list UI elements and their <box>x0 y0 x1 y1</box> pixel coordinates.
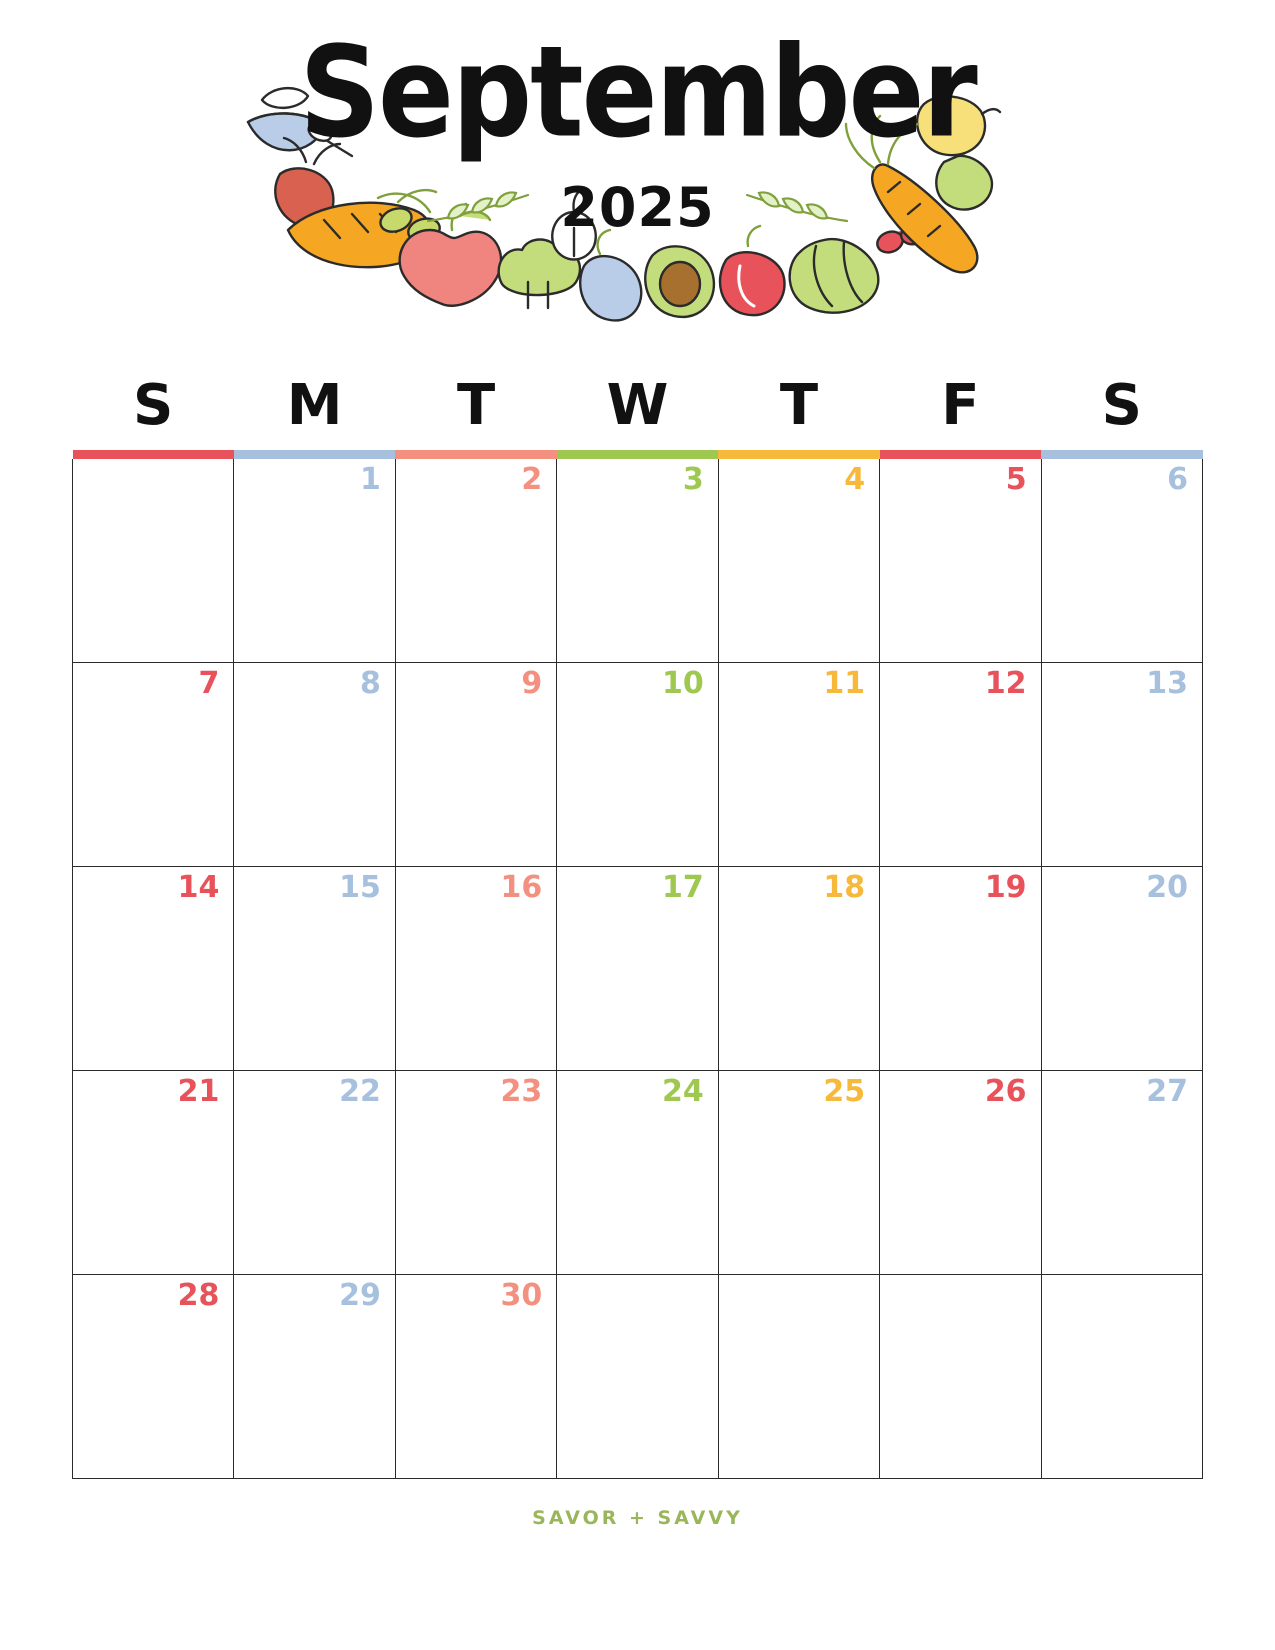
color-segment <box>234 450 395 459</box>
calendar-week-row <box>73 459 1203 663</box>
weekday-color-bar <box>73 450 1203 459</box>
calendar-day-cell[interactable] <box>719 663 880 867</box>
day-number: 3 <box>682 462 704 497</box>
day-number: 1 <box>359 462 381 497</box>
day-number: 19 <box>984 870 1027 905</box>
calendar-day-cell[interactable] <box>719 867 880 1071</box>
calendar-week-row <box>73 867 1203 1071</box>
calendar-day-cell[interactable] <box>396 1071 557 1275</box>
title-block <box>0 19 1275 239</box>
weekday-monday: M <box>286 373 343 438</box>
weekday-wednesday: W <box>606 373 669 438</box>
calendar-day-cell[interactable] <box>880 1275 1041 1479</box>
day-number: 4 <box>844 462 866 497</box>
weekday-sunday: S <box>133 373 174 438</box>
day-number: 10 <box>661 666 704 701</box>
calendar-day-cell[interactable] <box>396 867 557 1071</box>
calendar-day-cell[interactable] <box>1042 1071 1203 1275</box>
calendar-week-row <box>73 663 1203 867</box>
day-number: 25 <box>823 1074 866 1109</box>
day-number: 2 <box>521 462 543 497</box>
day-number: 21 <box>177 1074 220 1109</box>
color-segment <box>1041 450 1202 459</box>
color-segment <box>880 450 1041 459</box>
day-number: 20 <box>1146 870 1188 905</box>
day-number: 16 <box>500 870 543 905</box>
footer-brand: SAVOR + SAVVY <box>532 1507 743 1529</box>
day-number: 29 <box>339 1278 381 1313</box>
weekday-friday: F <box>941 373 980 438</box>
calendar-day-cell[interactable] <box>1042 1275 1203 1479</box>
day-number: 12 <box>984 666 1027 701</box>
calendar-day-cell[interactable] <box>557 1071 718 1275</box>
day-number: 24 <box>661 1074 704 1109</box>
calendar-day-cell[interactable] <box>396 1275 557 1479</box>
avocado-icon <box>645 246 714 317</box>
calendar-day-cell[interactable] <box>557 459 718 663</box>
calendar-grid <box>72 459 1203 1479</box>
calendar-day-cell[interactable] <box>719 1275 880 1479</box>
weekday-header-row <box>73 370 1203 440</box>
color-segment <box>73 450 234 459</box>
color-segment <box>395 450 556 459</box>
calendar-day-cell[interactable] <box>557 1275 718 1479</box>
leaf-sprig-left-icon <box>424 187 534 229</box>
weekday-tuesday: T <box>456 373 496 438</box>
day-number: 17 <box>661 870 704 905</box>
calendar-day-cell[interactable] <box>1042 663 1203 867</box>
calendar-day-cell[interactable] <box>234 1071 395 1275</box>
calendar-day-cell[interactable] <box>880 867 1041 1071</box>
calendar-day-cell[interactable] <box>73 459 234 663</box>
calendar-day-cell[interactable] <box>880 459 1041 663</box>
calendar-day-cell[interactable] <box>234 459 395 663</box>
calendar-day-cell[interactable] <box>880 1071 1041 1275</box>
calendar-week-row <box>73 1071 1203 1275</box>
calendar-day-cell[interactable] <box>73 1275 234 1479</box>
day-number: 7 <box>198 666 220 701</box>
calendar-day-cell[interactable] <box>719 1071 880 1275</box>
day-number: 26 <box>984 1074 1027 1109</box>
calendar-day-cell[interactable] <box>880 663 1041 867</box>
calendar-day-cell[interactable] <box>234 1275 395 1479</box>
calendar-day-cell[interactable] <box>396 663 557 867</box>
day-number: 14 <box>177 870 220 905</box>
month-title: September <box>299 19 976 166</box>
day-number: 5 <box>1005 462 1027 497</box>
day-number: 13 <box>1146 666 1188 701</box>
weekday-thursday: T <box>779 373 819 438</box>
day-number: 30 <box>500 1278 543 1313</box>
color-segment <box>718 450 879 459</box>
color-segment <box>557 450 718 459</box>
calendar-day-cell[interactable] <box>719 459 880 663</box>
calendar-day-cell[interactable] <box>1042 867 1203 1071</box>
day-number: 18 <box>823 870 866 905</box>
calendar-week-row <box>73 1275 1203 1479</box>
day-number: 11 <box>823 666 866 701</box>
leaf-sprig-right-icon <box>741 187 851 229</box>
day-number: 9 <box>521 666 543 701</box>
year-title: 2025 <box>560 176 715 239</box>
weekday-saturday: S <box>1101 373 1142 438</box>
year-row <box>0 176 1275 239</box>
calendar-day-cell[interactable] <box>234 663 395 867</box>
calendar-day-cell[interactable] <box>557 663 718 867</box>
bell-pepper-icon <box>720 226 785 315</box>
calendar-day-cell[interactable] <box>234 867 395 1071</box>
calendar-day-cell[interactable] <box>396 459 557 663</box>
calendar-day-cell[interactable] <box>73 663 234 867</box>
lettuce-icon <box>789 239 878 313</box>
day-number: 23 <box>500 1074 543 1109</box>
calendar-header <box>0 0 1275 370</box>
calendar-day-cell[interactable] <box>73 1071 234 1275</box>
day-number: 6 <box>1167 462 1188 497</box>
calendar-day-cell[interactable] <box>1042 459 1203 663</box>
calendar-day-cell[interactable] <box>557 867 718 1071</box>
day-number: 15 <box>339 870 381 905</box>
calendar-day-cell[interactable] <box>73 867 234 1071</box>
day-number: 27 <box>1146 1074 1188 1109</box>
day-number: 8 <box>359 666 381 701</box>
day-number: 22 <box>339 1074 381 1109</box>
day-number: 28 <box>177 1278 220 1313</box>
